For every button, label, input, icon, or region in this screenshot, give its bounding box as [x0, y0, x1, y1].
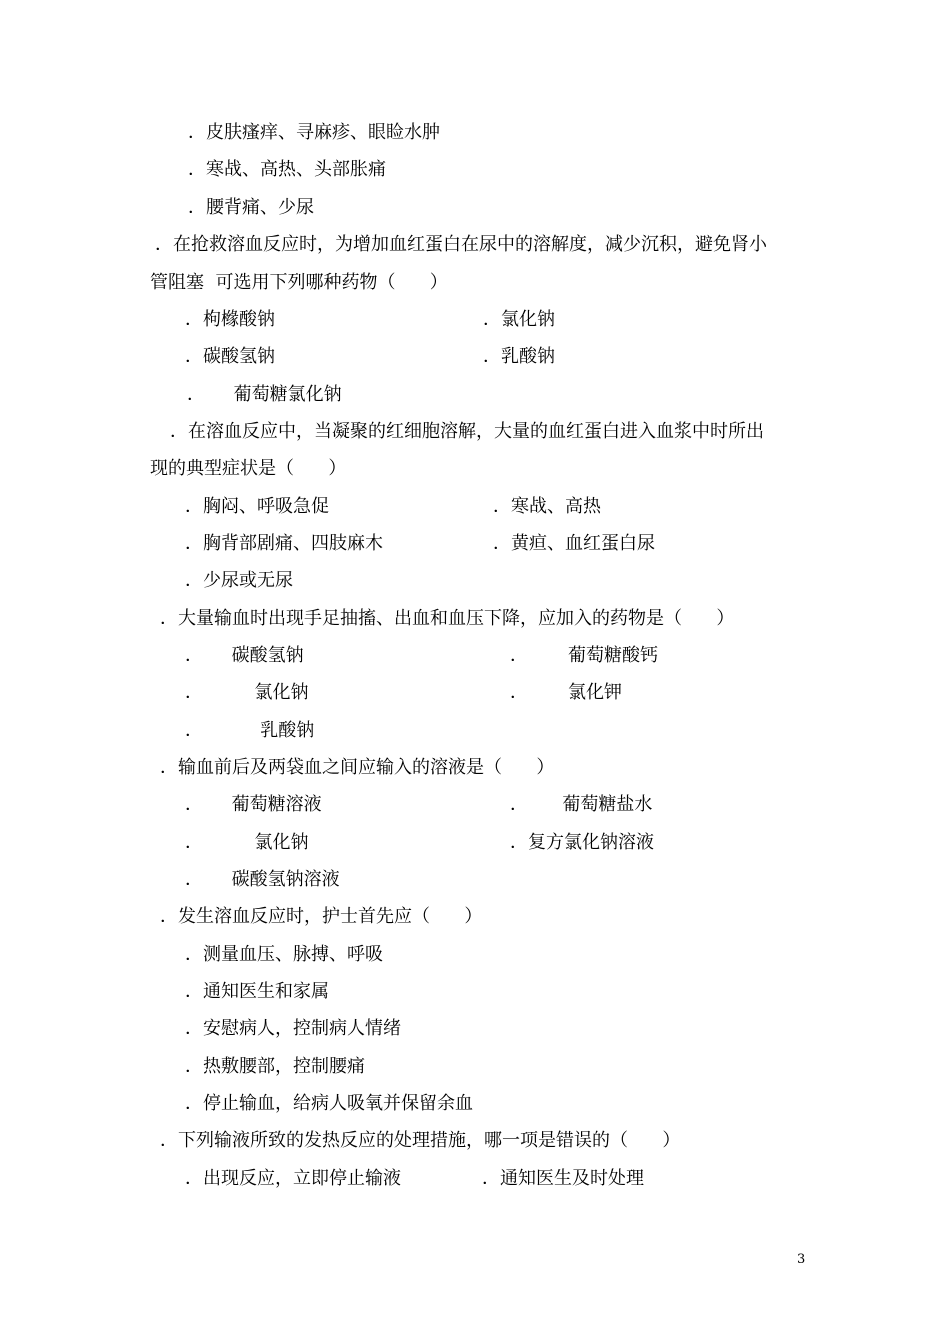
option-text: ．腰背痛、少尿	[188, 197, 314, 218]
option-text: ．测量血压、脉搏、呼吸	[185, 944, 383, 965]
option-text: ．寒战、高热、头部胀痛	[188, 159, 386, 180]
question-text: 管阻塞 可选用下列哪种药物（ ）	[150, 272, 448, 293]
option-text: ． 葡萄糖氯化钠	[187, 384, 342, 405]
option-text: ．寒战、高热	[493, 496, 601, 517]
question-text: 现的典型症状是（ ）	[150, 458, 347, 479]
question-text: ．在抢救溶血反应时，为增加血红蛋白在尿中的溶解度，减少沉积，避免肾小	[155, 234, 767, 255]
option-text: ．枸橼酸钠	[185, 309, 275, 330]
option-text: ．停止输血，给病人吸氧并保留余血	[185, 1093, 473, 1114]
option-text: ．少尿或无尿	[185, 570, 293, 591]
option-text: ．胸背部剧痛、四肢麻木	[185, 533, 383, 554]
option-text: ． 葡萄糖酸钙	[510, 645, 659, 666]
option-text: ．碳酸氢钠	[185, 346, 275, 367]
option-text: ．皮肤瘙痒、寻麻疹、眼睑水肿	[188, 122, 440, 143]
option-text: ．黄疸、血红蛋白尿	[493, 533, 655, 554]
option-text: ．热敷腰部，控制腰痛	[185, 1056, 365, 1077]
question-text: ．大量输血时出现手足抽搐、出血和血压下降，应加入的药物是（ ）	[160, 608, 735, 629]
page-number: 3	[797, 1252, 806, 1267]
option-text: ．出现反应，立即停止输液	[185, 1168, 401, 1189]
option-text: ． 葡萄糖溶液	[185, 794, 322, 815]
question-text: ．发生溶血反应时，护士首先应（ ）	[160, 906, 483, 927]
option-text: ． 碳酸氢钠	[185, 645, 304, 666]
option-text: ．通知医生及时处理	[482, 1168, 644, 1189]
option-text: ．安慰病人，控制病人情绪	[185, 1018, 401, 1039]
option-text: ． 氯化钠	[185, 682, 309, 703]
option-text: ． 葡萄糖盐水	[510, 794, 653, 815]
option-text: ．通知医生和家属	[185, 981, 329, 1002]
question-text: ．在溶血反应中，当凝聚的红细胞溶解，大量的血红蛋白进入血浆中时所出	[170, 421, 764, 442]
option-text: ．氯化钠	[483, 309, 555, 330]
question-text: ．输血前后及两袋血之间应输入的溶液是（ ）	[160, 757, 555, 778]
option-text: ． 氯化钾	[510, 682, 623, 703]
option-text: ．乳酸钠	[483, 346, 555, 367]
question-text: ．下列输液所致的发热反应的处理措施，哪一项是错误的（ ）	[160, 1130, 681, 1151]
option-text: ．复方氯化钠溶液	[510, 832, 654, 853]
option-text: ． 氯化钠	[185, 832, 309, 853]
option-text: ． 乳酸钠	[185, 720, 315, 741]
option-text: ．胸闷、呼吸急促	[185, 496, 329, 517]
option-text: ． 碳酸氢钠溶液	[185, 869, 340, 890]
